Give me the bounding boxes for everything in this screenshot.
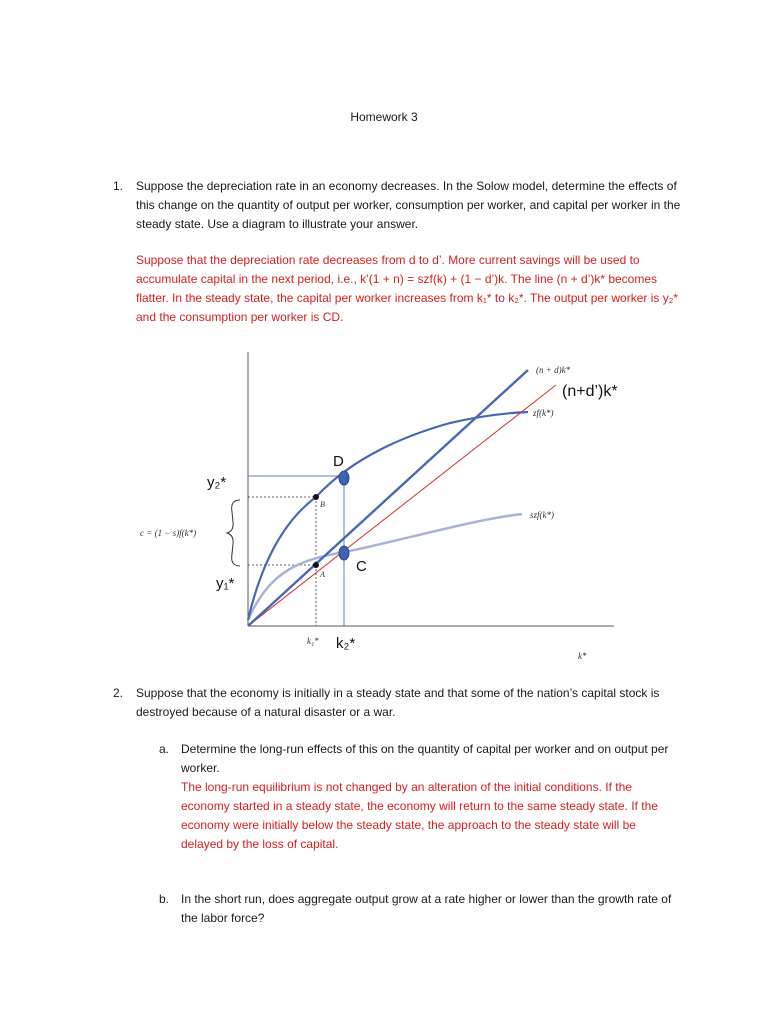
question-2b-letter: b. xyxy=(159,892,170,906)
question-2-text: Suppose that the economy is initially in a steady state and that some of the nation’s capital stock is destroyed because of a natural disaster or a war. xyxy=(136,686,660,719)
page-title: Homework 3 xyxy=(350,110,418,124)
label-a: A xyxy=(320,570,325,579)
point-a xyxy=(313,562,319,568)
solow-diagram xyxy=(130,345,650,675)
label-b: B xyxy=(320,500,325,509)
label-n-d: (n + d)k* xyxy=(536,365,571,375)
label-k2: k₂* xyxy=(336,635,356,652)
label-szf: szf(k*) xyxy=(530,510,554,520)
point-c xyxy=(339,546,349,560)
n-d-line xyxy=(248,370,528,626)
label-zf: zf(k*) xyxy=(533,408,554,418)
consumption-brace xyxy=(227,500,240,566)
label-consumption: c = (1 − s)f(k*) xyxy=(140,528,197,538)
question-2a-text: Determine the long-run effects of this on the quantity of capital per worker and on output per worker. xyxy=(181,742,669,775)
question-1-text: Suppose the depreciation rate in an economy decreases. In the Solow model, determine the effects of this change on the quantity of output per worker, consumption per worker, and capital per worker in the steady state. Use a diagram to illustrate your answer. xyxy=(136,179,681,231)
question-2a-answer: The long-run equilibrium is not changed by an alteration of the initial conditions. If the economy started in a steady state, the economy will return to the same steady state. If the economy were initially below the steady state, the approach to the steady state will be delayed by the loss of capital. xyxy=(181,780,658,851)
szf-curve xyxy=(248,514,522,620)
label-k-axis: k* xyxy=(578,651,587,661)
question-1-answer: Suppose that the depreciation rate decreases from d to d’. More current savings will be used to accumulate capital in the next period, i.e., k’(1 + n) = szf(k) + (1 − d’)k. The line (n + d’)k* becomes flatter. In the steady state, the capital per worker increases from k₁* to k₂*. The output per worker is y₂* and the consumption per worker is CD. xyxy=(136,253,679,324)
label-n-dprime: (n+d’)k* xyxy=(562,383,618,400)
label-c: C xyxy=(356,558,367,575)
question-2b-text: In the short run, does aggregate output grow at a rate higher or lower than the growth rate of the labor force? xyxy=(181,892,672,925)
label-d: D xyxy=(333,453,344,470)
label-k1: k₁* xyxy=(307,636,319,646)
question-2a-letter: a. xyxy=(159,742,170,756)
question-1-number: 1. xyxy=(113,179,124,193)
point-d xyxy=(339,471,349,485)
question-2-number: 2. xyxy=(113,686,124,700)
point-b xyxy=(313,494,319,500)
label-y1: y₁* xyxy=(216,575,235,592)
n-dprime-line xyxy=(248,385,556,626)
label-y2: y₂* xyxy=(207,474,227,491)
